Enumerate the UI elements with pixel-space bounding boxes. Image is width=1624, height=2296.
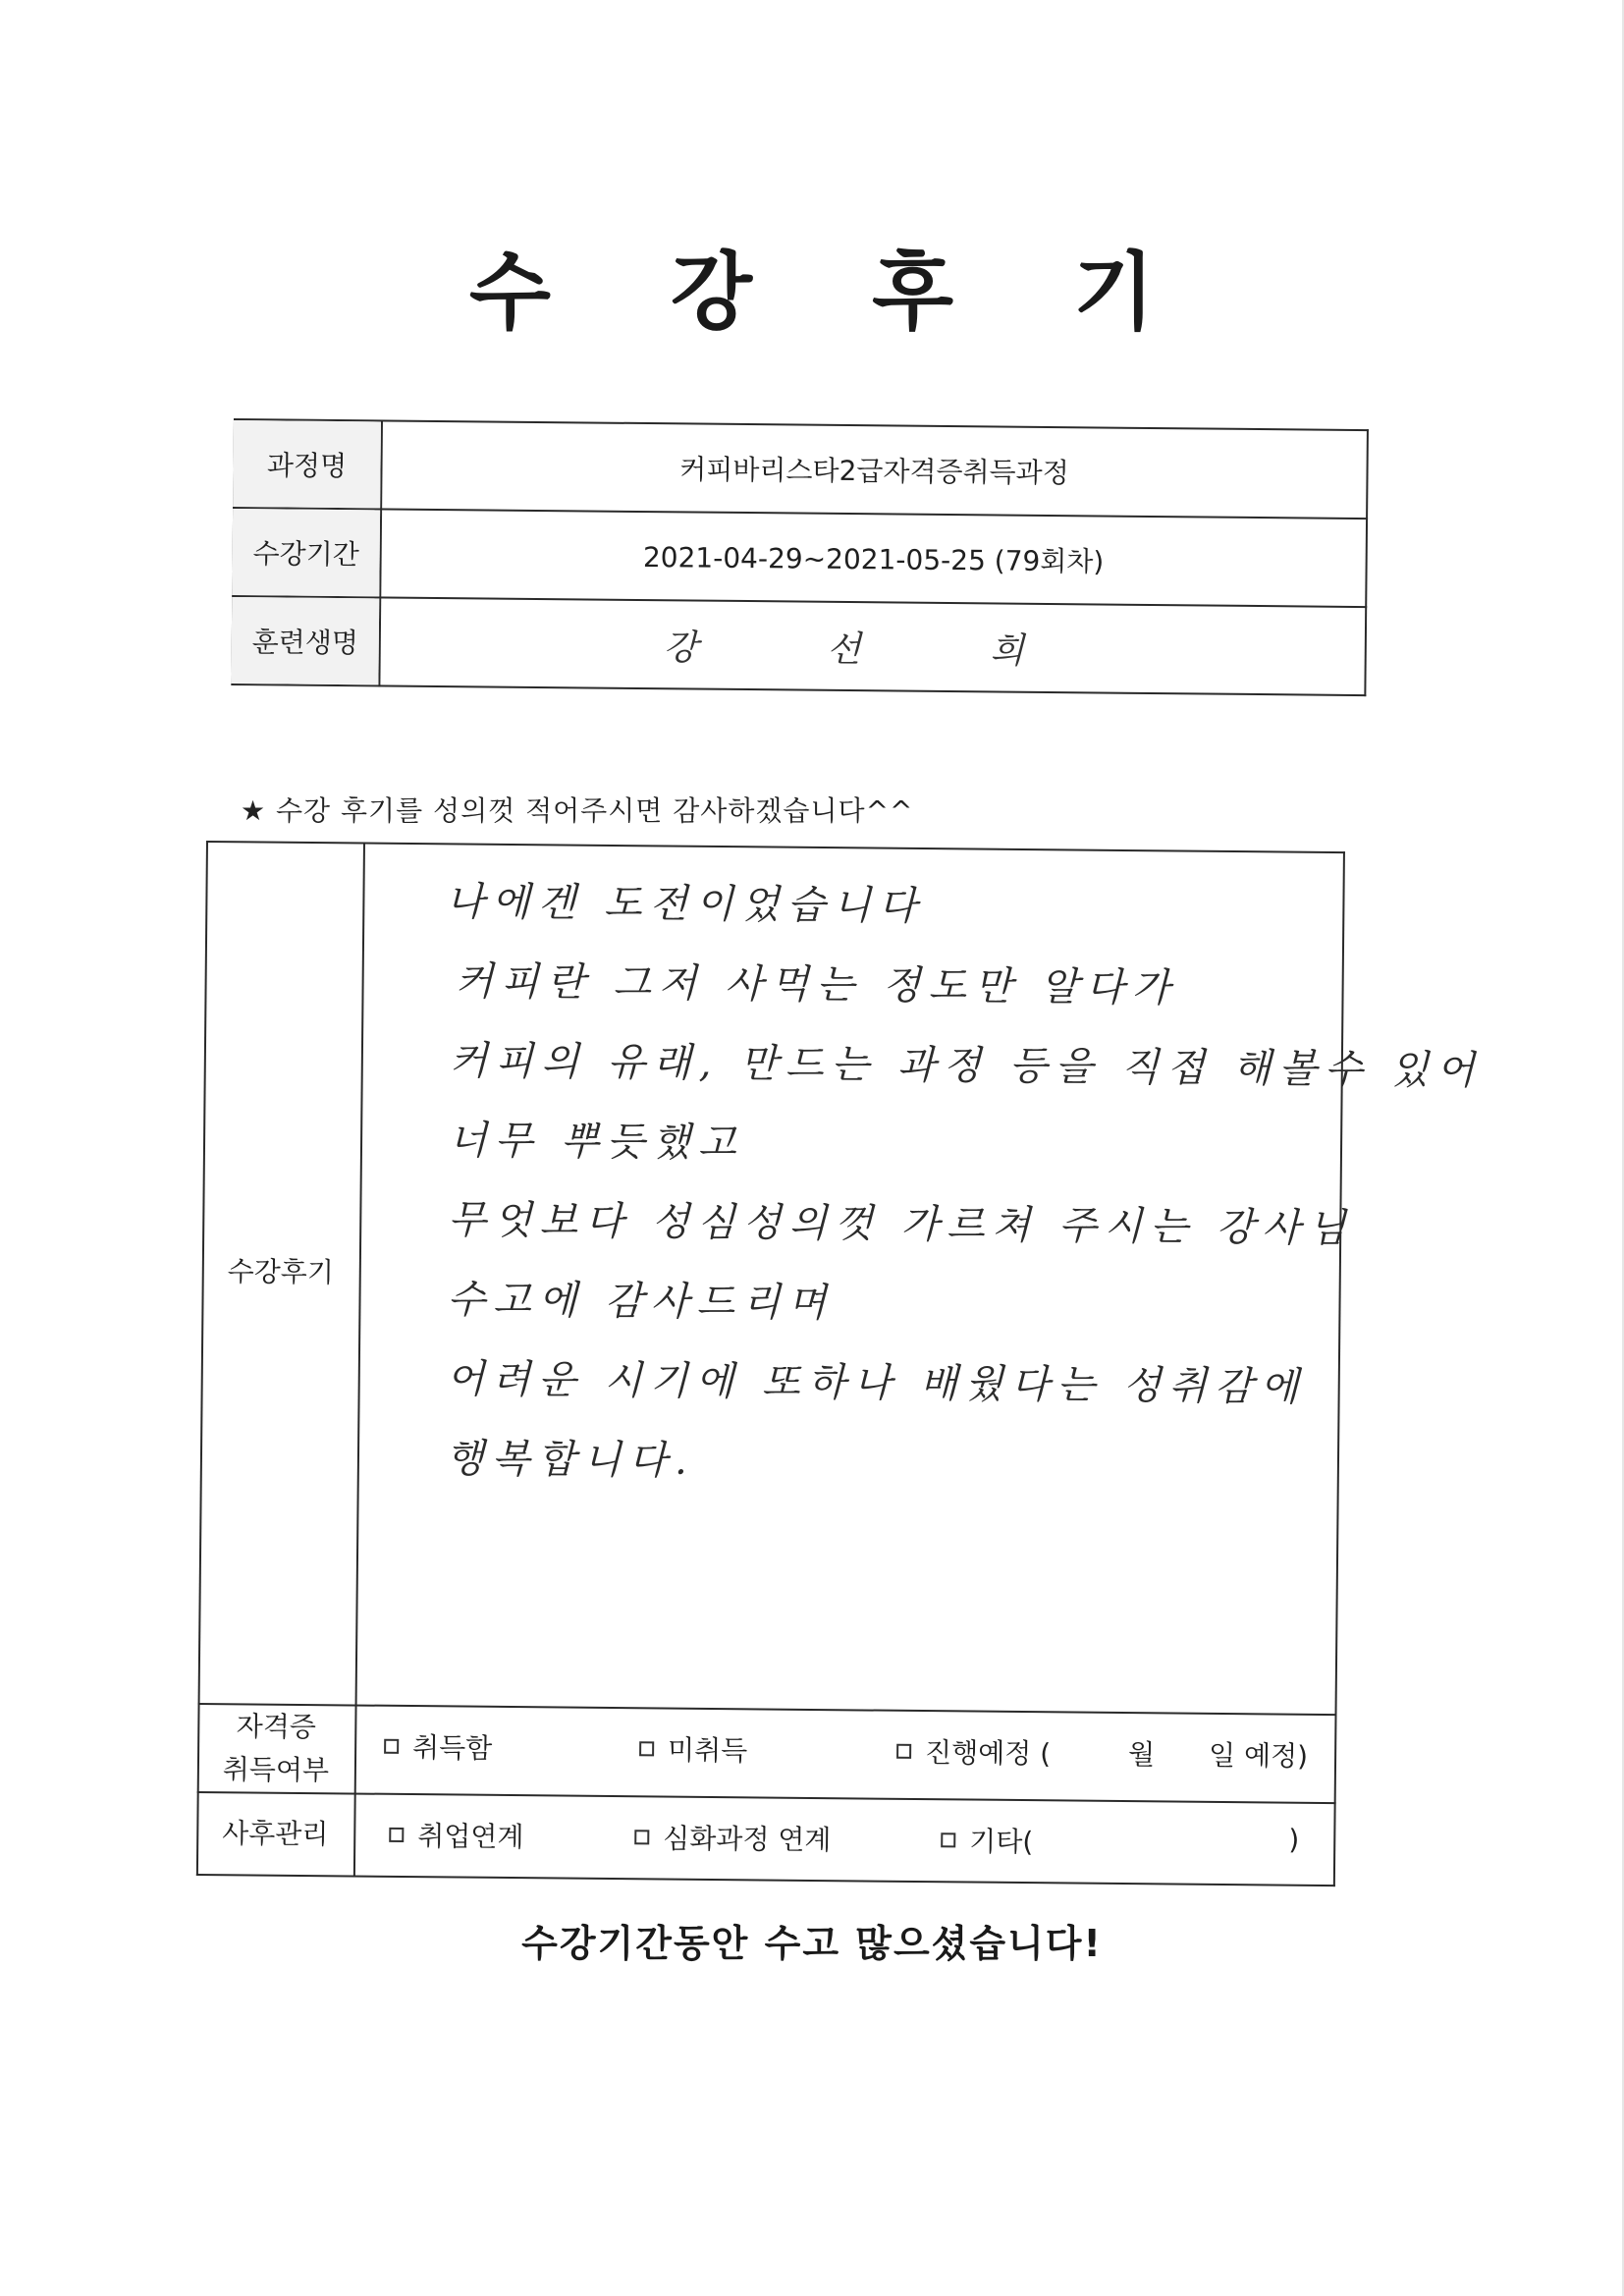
trainee-label: 훈련생명 [231,597,379,684]
month-label: 월 [1127,1738,1156,1772]
certificate-label-line1: 자격증 [236,1710,317,1744]
option-acquired[interactable] [384,1726,493,1767]
checkbox-advanced-course[interactable] [634,1830,649,1844]
course-label: 과정명 [233,420,381,508]
certificate-label [197,1705,355,1793]
info-table [231,418,1369,714]
option-employment-label: 취업연계 [417,1820,524,1854]
option-other-label: 기타( [969,1825,1034,1859]
course-value: 커피바리스타2급자격증취득과정 [679,453,1069,490]
review-line: 커피란 그저 사먹는 정도만 알다가 [455,958,1178,1011]
option-acquired-label: 취득함 [411,1731,493,1765]
checkbox-other[interactable] [941,1832,955,1847]
option-other[interactable] [941,1820,1033,1860]
review-table [196,841,1483,1892]
period-row [232,509,1368,606]
day-scheduled-label: 일 예정) [1208,1738,1309,1773]
review-line: 수고에 감사드리며 [447,1277,835,1327]
review-line: 커피의 유래, 만드는 과정 등을 직접 해볼수 있어 [449,1038,1483,1094]
option-advanced-course[interactable] [634,1817,832,1858]
review-handwritten-text [411,862,1483,1507]
other-close-paren: ) [1288,1823,1300,1856]
review-line: 나에겐 도전이었습니다 [446,879,925,930]
review-line: 무엇보다 성심성의껏 가르쳐 주시는 강사님 [448,1197,1354,1252]
aftercare-label: 사후관리 [222,1817,329,1851]
trainee-name-handwritten: 강 선 희 [663,627,1084,672]
closing-message: 수강기간동안 수고 많으셨습니다! [521,1922,1103,1965]
review-label: 수강후기 [227,1255,335,1289]
option-employment[interactable] [389,1815,524,1855]
checkbox-employment[interactable] [389,1827,404,1841]
review-line: 행복합니다. [445,1436,696,1484]
trainee-value-container [378,598,1367,694]
option-not-acquired[interactable] [639,1728,748,1769]
checkbox-acquired[interactable] [384,1738,399,1753]
notice-text: ★ 수강 후기를 성의껏 적어주시면 감사하겠습니다^^ [241,794,914,827]
option-scheduled-label: 진행예정 ( [924,1736,1052,1771]
checkbox-scheduled[interactable] [896,1743,911,1758]
period-value: 2021-04-29~2021-05-25 (79회차) [642,541,1105,578]
option-scheduled[interactable] [896,1731,1051,1773]
review-line: 너무 뿌듯했고 [448,1118,744,1167]
period-label: 수강기간 [232,509,380,596]
option-not-acquired-label: 미취득 [667,1733,748,1768]
checkbox-not-acquired[interactable] [639,1741,654,1756]
trainee-row [231,597,1367,694]
page-title: 수 강 후 기 [468,244,1201,342]
option-advanced-course-label: 심화과정 연계 [663,1822,832,1857]
course-row [233,420,1369,518]
certificate-label-line2: 취득여부 [222,1753,330,1787]
review-line: 어려운 시기에 또하나 배웠다는 성취감에 [446,1356,1307,1410]
